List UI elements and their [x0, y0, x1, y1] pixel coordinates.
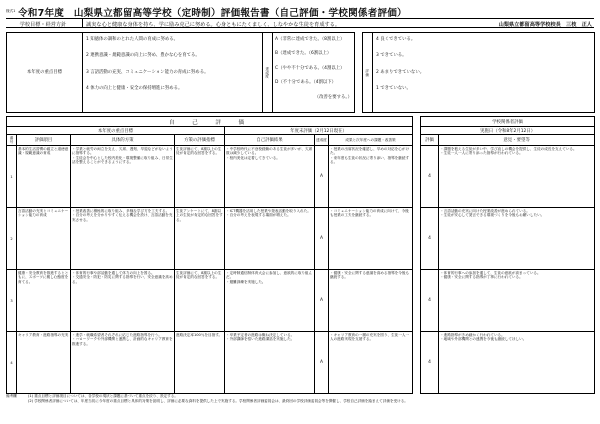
concrete-measure: ・進学・就職希望者それぞれに応じた進路指導を行う。 ・ハローワークや外部機関と連携し、計画的なキャリア教育を推進する。 — [71, 332, 175, 394]
school-eval-date: 実施日（令和8年2月12日） — [421, 127, 595, 135]
school-opinion: ・進路指導がきめ細かく行われている。 ・地域や外部機関との連携を今後も継続してほしい。 — [439, 332, 595, 394]
row-number: 4 — [7, 332, 17, 394]
col-achieve: 達成度 — [315, 135, 329, 146]
achievement-legend-label: 達成度 — [263, 33, 273, 113]
measure-index: 生徒評価にて、8割以上の生徒が肯定的な回答をする。 — [175, 146, 225, 208]
concrete-measure: ・体育的行事や部活動を通して体力の向上を図る。 ・交通安全・防犯・防災に関する指導を行い、安全意識を高める。 — [71, 270, 175, 332]
col-issue: 成果と次年度への課題・改善策 — [329, 135, 413, 146]
school-eval-title: 学校関係者評価 — [421, 117, 595, 127]
achievement-legend — [273, 33, 355, 113]
school-opinion: ・課題を抱える生徒が多い中、学び直しの機会を提供し、生徒の成長を支えている。 ・生徒一人一人に寄り添った指導が行われている。 — [439, 146, 595, 208]
footer-note: (1) 重点目標と評価項目については、各学校の現状と課題に基づいて重点を絞り、設定する。 — [28, 394, 178, 398]
achievement-grade: A — [315, 270, 329, 332]
rating-level: 1 できていない。 — [376, 86, 411, 92]
header — [6, 4, 594, 18]
self-eval-result: ・定時制通信制体育大会に参加し、意欲的に取り組んだ。 ・避難訓練を実施した。 — [225, 270, 315, 332]
evaluation-item: 健康・安全教育を推進するとともに、スポーツに親しむ態度を育てる。 — [17, 270, 71, 332]
achievement-note: （改善を要する。） — [314, 94, 352, 100]
next-year-issue: ・授業の出席状況を確認し、早めの対応を心がけた。 ・来年度も生徒の状況に寄り添い、指導を継続する。 — [329, 146, 413, 208]
col-rating: 評価 — [421, 135, 439, 146]
school-rating: 4 — [421, 146, 439, 208]
col-opinion: 意見・要望等 — [439, 135, 595, 146]
footer-label: 備考欄 — [6, 394, 17, 398]
priority-item: 1 知徳体の調和のとれた人間の育成に努める。 — [86, 37, 179, 42]
col-method: 方策の評価指標 — [175, 135, 225, 146]
achievement-level: A（非常に達成できた。（8割以上） — [275, 37, 345, 42]
school-goal-row — [6, 18, 594, 28]
col-item: 評価項目 — [17, 135, 71, 146]
school-rating: 4 — [421, 208, 439, 270]
priority-item: 2 連携意識・規範意識の向上に努め、豊かな心を育てる。 — [86, 53, 200, 59]
priorities-label: 本年度の重点目標 — [7, 33, 83, 113]
goal-group-header: 本年度の重点目標 — [7, 127, 225, 135]
evaluation-row — [7, 208, 595, 270]
col-situation: 自己評価結果 — [225, 135, 315, 146]
achievement-grade: A — [315, 208, 329, 270]
evaluation-row — [7, 332, 595, 394]
achievement-level: B（達成できた。（6割以上） — [275, 51, 332, 57]
achievement-grade: A — [315, 332, 329, 394]
achievement-level: C（やや不十分である。（4割以上） — [275, 65, 345, 71]
school-opinion: ・言語活動の充実に向けた授業改善が進められている。 ・生徒が安心して発言できる環境づくりを今後もお願いしたい。 — [439, 208, 595, 270]
rating-legend — [373, 33, 595, 113]
measure-index: 生徒アンケートにて、8割以上の生徒が肯定的な回答をする。 — [175, 208, 225, 270]
evaluation-item: 言語活動の充実とコミュニケーション能力の育成 — [17, 208, 71, 270]
school-rating: 4 — [421, 270, 439, 332]
evaluation-item: 基本的生活習慣の確立と道徳意識・規範意識の育成 — [17, 146, 71, 208]
page-title: 令和7年度 山梨県立都留高等学校（定時制）評価報告書（自己評価・学校関係者評価） — [18, 8, 407, 19]
self-eval-result: ・中学校時代に不登校経験のある生徒が多いが、欠席数は減少している。 ・校内美化は定着してきている。 — [225, 146, 315, 208]
achievement-grade: A — [315, 146, 329, 208]
evaluation-item: キャリア教育・進路指導の充実 — [17, 332, 71, 394]
next-year-issue: ・健康・安全に関する意識を高める指導を今後も継続する。 — [329, 270, 413, 332]
row-number: 2 — [7, 208, 17, 270]
measure-index: 進路決定率100％を目指す。 — [175, 332, 225, 394]
rating-legend-label: 評価 — [363, 33, 373, 113]
priority-item: 3 言語活動の充実、コミュニケーション能力の育成に努める。 — [86, 69, 209, 75]
priorities-table — [6, 32, 595, 113]
measure-index: 生徒評価にて、8割以上の生徒が肯定的な回答をする。 — [175, 270, 225, 332]
school-rating: 4 — [421, 332, 439, 394]
evaluation-row — [7, 146, 595, 208]
principal-name: 山梨県立都留高等学校校長 三枝 正人 — [498, 22, 592, 28]
priorities-list — [83, 33, 263, 113]
footer-notes — [6, 394, 594, 405]
form-number: 様式1 — [6, 9, 16, 13]
evaluation-row — [7, 270, 595, 332]
rating-level: 4 良くできている。 — [376, 37, 416, 42]
goal-text: 誠実な心と健康な身体を持ち、学に励み克己に努める。心身ともにたくましく、しなやかな生徒を育成する。 — [86, 22, 341, 28]
year-end-header: 年度末評価（2月12日現在） — [225, 127, 413, 135]
concrete-measure: ・学業と就労の両立を支え、欠席、遅刻、早退などがないように指導する。 ・生徒会を中心とした校内美化・環境整備に取り組み、日常生活を整えることができるようにする。 — [71, 146, 175, 208]
rating-level: 2 あまりできていない。 — [376, 69, 425, 75]
row-number: 1 — [7, 146, 17, 208]
self-eval-result: ・卒業予定者の進路は概ね決定している。 ・外部講師を招いた進路講話を実施した。 — [225, 332, 315, 394]
next-year-issue: ・キャリア教育の一層の充実を図り、生徒一人一人の進路実現を支援する。 — [329, 332, 413, 394]
school-opinion: ・体育的行事への参加を通して、生徒の意欲が高まっている。 ・健康・安全に関する指導が丁寧に行われている。 — [439, 270, 595, 332]
rating-level: 3 できている。 — [376, 53, 407, 59]
self-eval-title: 自 己 評 価 — [7, 117, 413, 127]
report-page — [6, 4, 594, 420]
col-no: 番号 — [7, 135, 17, 146]
priority-item: 4 体力の向上と健康・安全の保持増進に努める。 — [86, 86, 183, 92]
row-number: 3 — [7, 270, 17, 332]
footer-note: (2) 学校関係者評価については、年度当初に今年度の重点目標と具体的対策を説明し、評価に必要な資料を提供した上で実施する。学校関係者評価委員会は、最終回の学校評価委員会等を開催し、学校自己評価を踏まえて評価を受ける。 — [28, 399, 408, 404]
achievement-level: D（不十分である。（4割以下） — [275, 80, 337, 86]
concrete-measure: ・授業改善に積極的に取り組み、多様な学び方を工夫する。 ・自分の考えを分かりやすく伝える機会を設け、言語活動を充実させる。 — [71, 208, 175, 270]
evaluation-table — [6, 116, 595, 394]
goal-label: 学校目標・経営方針 — [19, 22, 67, 28]
next-year-issue: ・コミュニケーション能力の育成に向けて、今後も授業の工夫を継続する。 — [329, 208, 413, 270]
self-eval-result: ・ICT機器を活用した授業や発表活動を取り入れた。 ・自分の考えを表現する場面が増えた。 — [225, 208, 315, 270]
col-concrete: 具体的方策 — [71, 135, 175, 146]
